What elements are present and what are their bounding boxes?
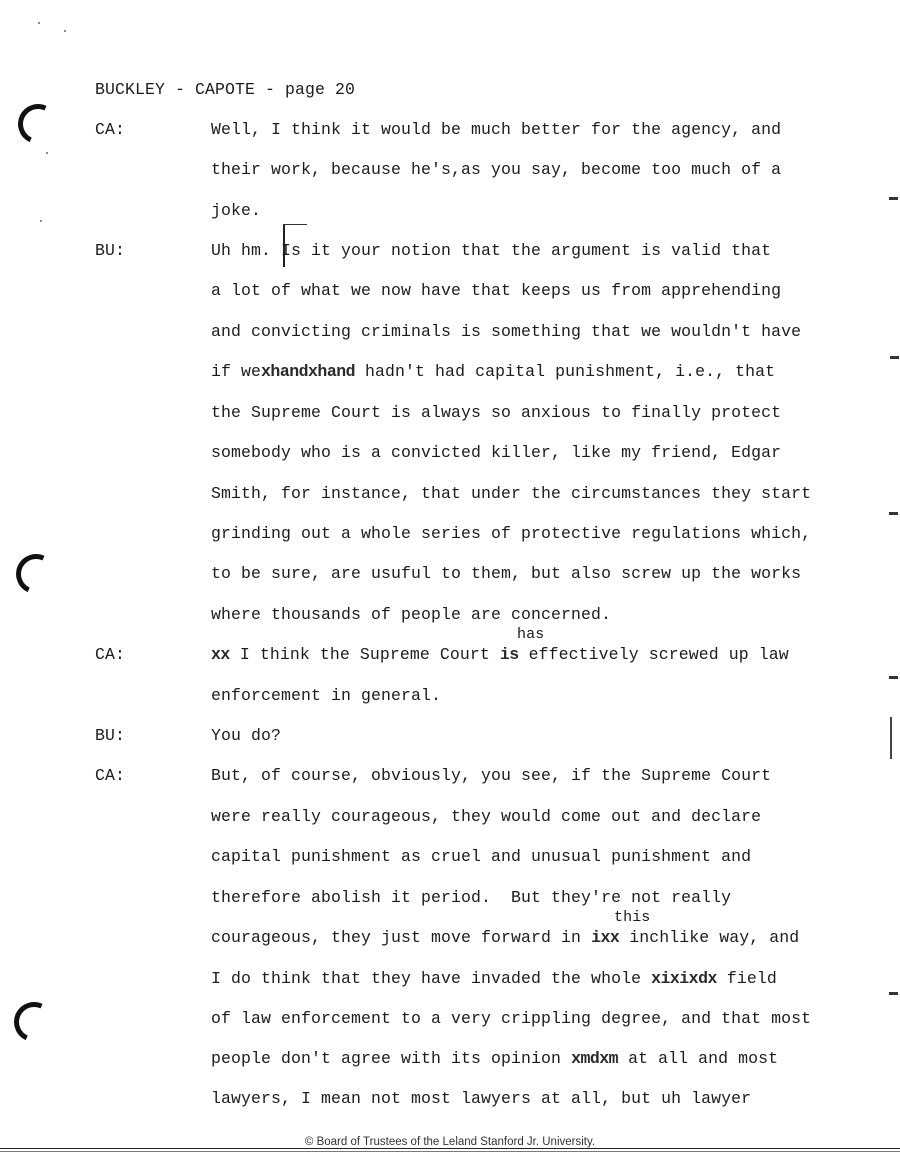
speaker-label: CA: — [95, 120, 126, 139]
transcript-line: You do? — [211, 726, 282, 745]
speck — [46, 152, 48, 154]
line-part: Is it your notion that the argument is valid that — [271, 241, 772, 260]
inserted-word: this — [614, 909, 651, 926]
inserted-word: has — [517, 626, 545, 643]
line-part: inchlike way, and — [619, 928, 800, 947]
line-part: effectively screwed up law — [518, 645, 789, 664]
line-part: if we — [211, 362, 262, 381]
struck-out-text: is — [499, 645, 519, 664]
line-part: courageous, they just move forward in — [211, 928, 592, 947]
transcript-line — [211, 362, 775, 382]
transcript-line — [211, 969, 777, 989]
struck-out-text: xmdxm — [571, 1049, 619, 1068]
transcript-line — [211, 241, 771, 261]
struck-out-text: xhandxhand — [261, 362, 356, 381]
transcript-line: Smith, for instance, that under the circumstances they start — [211, 484, 812, 503]
speck — [40, 220, 42, 222]
speaker-label: BU: — [95, 241, 126, 260]
margin-line — [890, 717, 892, 759]
speaker-label: CA: — [95, 645, 126, 664]
transcript-line — [211, 1049, 778, 1069]
punch-hole-bottom — [8, 996, 59, 1047]
transcript-line: enforcement in general. — [211, 686, 442, 705]
transcript-line — [211, 645, 789, 665]
line-part: at all and most — [618, 1049, 779, 1068]
speck — [38, 22, 40, 24]
struck-out-text: xixixdx — [651, 969, 717, 988]
transcript-line: lawyers, I mean not most lawyers at all, but uh lawyer — [211, 1089, 752, 1108]
copyright-notice: © Board of Trustees of the Leland Stanford Jr. University. — [304, 1136, 596, 1148]
punch-hole-middle — [10, 548, 61, 599]
struck-out-text: ixx — [591, 928, 620, 947]
bottom-rule — [0, 1151, 900, 1152]
transcript-line: a lot of what we now have that keeps us from apprehending — [211, 281, 782, 300]
transcript-line: where thousands of people are concerned. — [211, 605, 612, 624]
transcript-line: somebody who is a convicted killer, like my friend, Edgar — [211, 443, 782, 462]
transcript-line: were really courageous, they would come out and declare — [211, 807, 762, 826]
margin-tick — [889, 676, 898, 679]
punch-hole-top — [12, 98, 63, 149]
transcript-line: grinding out a whole series of protective regulations which, — [211, 524, 812, 543]
transcript-line: therefore abolish it period. But they're not really — [211, 888, 732, 907]
transcript-line: the Supreme Court is always so anxious to finally protect — [211, 403, 782, 422]
line-part: people don't agree with its opinion — [211, 1049, 572, 1068]
transcript-line: to be sure, are usuful to them, but also screw up the works — [211, 564, 802, 583]
transcript-line: joke. — [211, 201, 262, 220]
transcript-line: capital punishment as cruel and unusual punishment and — [211, 847, 752, 866]
speck — [64, 30, 66, 32]
struck-out-text: xx — [211, 645, 230, 664]
margin-tick — [889, 197, 898, 200]
line-part: I think the Supreme Court — [229, 645, 500, 664]
transcript-line: Well, I think it would be much better for the agency, and — [211, 120, 782, 139]
transcript-line: But, of course, obviously, you see, if the Supreme Court — [211, 766, 772, 785]
transcript-line — [211, 928, 799, 948]
bottom-rule — [0, 1148, 900, 1149]
transcript-line: and convicting criminals is something that we wouldn't have — [211, 322, 802, 341]
line-part: field — [716, 969, 777, 988]
margin-tick — [890, 356, 899, 359]
speaker-label: CA: — [95, 766, 126, 785]
margin-tick — [889, 512, 898, 515]
line-part: Uh hm. — [211, 241, 272, 260]
speaker-label: BU: — [95, 726, 126, 745]
page-header: BUCKLEY - CAPOTE - page 20 — [95, 80, 356, 99]
transcript-line: of law enforcement to a very crippling degree, and that most — [211, 1009, 812, 1028]
line-part: I do think that they have invaded the whole — [211, 969, 652, 988]
transcript-line: their work, because he's,as you say, become too much of a — [211, 160, 782, 179]
line-part: hadn't had capital punishment, i.e., that — [355, 362, 776, 381]
margin-tick — [889, 992, 898, 995]
